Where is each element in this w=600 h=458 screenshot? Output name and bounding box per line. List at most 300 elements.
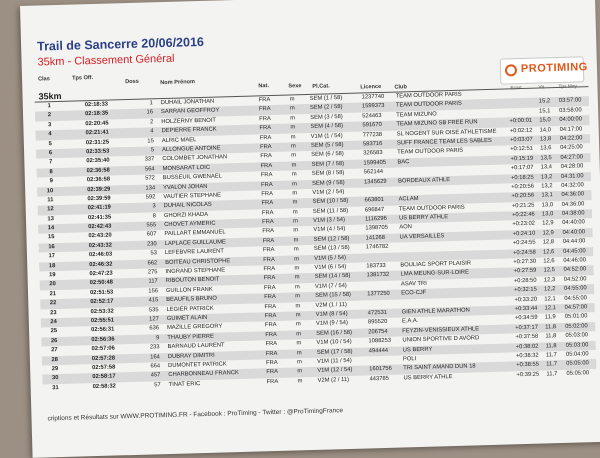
result-category: V1M (4 / 54) (313, 226, 346, 234)
result-name: INGRAND STEPHANE (165, 267, 226, 276)
result-nationality: FRA (262, 228, 275, 235)
result-sex: m (293, 218, 299, 225)
result-time: 02:42:43 (88, 223, 112, 231)
result-nationality: FRA (259, 115, 271, 123)
result-pace: 04:00:00 (559, 116, 583, 124)
result-sex: m (292, 199, 298, 206)
result-club: AON (399, 224, 412, 231)
result-sex: m (291, 171, 297, 178)
result-nationality: FRA (260, 162, 273, 170)
result-club: FEYZIN-VENISSIEUX ATHLE (402, 326, 480, 335)
result-pace: 05:05:00 (566, 360, 589, 368)
result-licence: 1377250 (367, 290, 390, 298)
result-gap: +0:22:46 (511, 211, 535, 219)
result-bib: 4 (150, 128, 154, 135)
result-club: ACLAM (398, 196, 419, 203)
result-club: SL NOGENT SUR OISE ATHLETISME (396, 128, 497, 138)
result-name: DUHAIL JONATHAN (160, 98, 215, 107)
result-club: UA VERSAILLES (399, 233, 445, 241)
result-rank: 7 (49, 159, 53, 166)
result-speed: 13,0 (541, 211, 554, 218)
result-sex: m (296, 340, 302, 347)
result-licence: 524463 (362, 112, 382, 120)
result-gap: +0:15:19 (510, 155, 534, 163)
result-pace: 04:38:00 (561, 210, 585, 218)
result-licence: 494444 (368, 347, 389, 354)
result-bib: 535 (148, 306, 159, 314)
result-name: DUHAIL NICOLAS (163, 202, 212, 210)
result-rank: 5 (48, 140, 52, 147)
result-rank: 24 (50, 319, 57, 326)
result-club: BOULIAC SPORT PLAISIR (400, 260, 472, 269)
result-bib: 5 (150, 147, 155, 154)
result-name: BUSSEUIL GWENAEL (162, 173, 222, 182)
result-name: GHORZI KHADA (163, 211, 209, 219)
result-name: PAILLART EMMANUEL (164, 229, 226, 238)
result-speed: 11,8 (545, 342, 557, 349)
result-nationality: FRA (262, 219, 274, 226)
result-speed: 13,0 (541, 201, 554, 209)
result-rank: 15 (47, 234, 55, 241)
result-bib: 415 (148, 297, 159, 304)
result-rank: 17 (48, 253, 56, 260)
result-licence: 895520 (367, 319, 388, 326)
result-gap: +0:27:59 (513, 268, 537, 275)
result-time: 02:47:23 (89, 270, 113, 278)
result-bib: 230 (146, 241, 157, 248)
result-club: ASAV TRI (400, 280, 427, 288)
results-sheet (20, 0, 600, 458)
result-speed: 14,0 (539, 126, 552, 134)
result-rank: 4 (48, 131, 52, 138)
result-licence: 562144 (363, 169, 384, 176)
result-category: V1M (10 / 54) (316, 339, 352, 347)
result-nationality: FRA (266, 369, 279, 376)
result-category: SEM (9 / 58) (311, 179, 345, 187)
result-club: E.A.A. (401, 318, 419, 325)
result-time: 02:39:59 (87, 195, 111, 203)
result-club: UNION SPORTIVE D AVORD (402, 335, 480, 344)
result-speed: 11,9 (544, 314, 556, 321)
result-bib: 156 (148, 288, 159, 295)
result-gap: +0:17:07 (510, 164, 534, 172)
result-time: 02:53:32 (90, 308, 114, 315)
result-sex: m (289, 96, 295, 103)
result-name: ALRIC MAEL (161, 136, 197, 144)
result-sex: m (296, 331, 302, 338)
result-pace: 04:36:00 (561, 201, 585, 208)
col-header-sexe: Sexe (288, 83, 302, 90)
result-sex: m (294, 274, 300, 281)
result-rank: 11 (47, 197, 54, 204)
result-pace: 03:58:00 (559, 107, 582, 114)
result-gap: +0:34:59 (514, 315, 538, 322)
result-category: V1M (8 / 54) (315, 310, 348, 318)
result-time: 02:43:20 (88, 232, 112, 240)
result-time: 02:21:41 (85, 129, 109, 137)
result-sex: m (290, 115, 296, 122)
result-club: TEAM OUTDOOR PARIS (397, 148, 464, 156)
result-gap: +0:33:20 (514, 296, 538, 303)
result-bib: 15 (147, 137, 154, 145)
result-name: LAPLACE GUILLAUME (164, 239, 226, 247)
protiming-logo-icon (505, 64, 517, 76)
result-nationality: FRA (262, 247, 275, 254)
result-pace: 05:03:00 (565, 332, 589, 340)
section-label: 35km (38, 90, 62, 102)
result-rank: 30 (51, 375, 59, 382)
result-nationality: FRA (261, 181, 273, 188)
result-licence: 1116296 (365, 215, 387, 223)
result-nationality: FRA (266, 378, 279, 385)
result-time: 02:39:29 (87, 186, 111, 193)
result-bib: 233 (149, 344, 160, 351)
result-speed: 13,5 (540, 154, 552, 162)
result-category: SEM (4 / 58) (310, 123, 344, 131)
result-club: BAC (397, 158, 410, 166)
result-time: 02:31:25 (85, 139, 110, 146)
result-name: DUBRAY DIMITRI (167, 352, 215, 360)
result-rank: 26 (50, 337, 58, 345)
result-time: 02:55:51 (90, 317, 115, 325)
result-category: V1M (1 / 54) (310, 132, 343, 140)
result-speed: 12,8 (542, 239, 555, 246)
result-rank: 1 (47, 103, 51, 110)
result-time: 02:57:58 (92, 364, 116, 372)
result-rank: 21 (49, 290, 57, 298)
result-sex: m (293, 227, 299, 234)
result-rank: 13 (47, 215, 55, 223)
result-speed: 12,2 (544, 286, 556, 293)
result-nationality: FRA (265, 350, 278, 357)
result-speed: 11,8 (545, 323, 557, 331)
result-rank: 6 (48, 150, 53, 157)
footer-text: criptions et Résultats sur WWW.PROTIMING.FR - Facebook : ProTiming - Twitter : @ProTimingFrance (47, 407, 344, 423)
result-gap: +0:27:30 (513, 258, 537, 266)
result-gap: +0:24:58 (513, 249, 536, 256)
result-pace: 04:44:00 (562, 238, 586, 246)
result-nationality: FRA (264, 303, 277, 310)
result-gap: +0:21:25 (511, 202, 535, 210)
result-gap: +0:18:25 (510, 174, 534, 181)
result-name: CHARBONNEAU FRANCK (168, 370, 239, 379)
result-gap: +0:33:44 (514, 305, 538, 313)
result-nationality: FRA (260, 153, 272, 160)
result-category: SEM (1 / 58) (309, 95, 343, 102)
result-sex: m (291, 162, 297, 169)
result-licence: 1599373 (361, 103, 385, 110)
result-gap: +0:28:50 (513, 277, 537, 285)
result-speed: 12,6 (542, 248, 555, 256)
result-rank: 29 (51, 366, 59, 373)
result-club: US BERRY (402, 346, 433, 353)
result-pace: 04:46:00 (563, 257, 586, 264)
result-nationality: FRA (264, 312, 277, 320)
result-name: BARNAUD LAURENT (167, 342, 225, 351)
result-speed: 13,1 (541, 192, 553, 199)
result-time: 02:57:06 (91, 345, 115, 353)
result-name: DUMONTET PATRICK (168, 361, 227, 369)
result-speed: 13,4 (540, 164, 553, 171)
result-gap: +0:37:58 (515, 333, 539, 341)
result-nationality: FRA (263, 266, 276, 273)
result-speed: 11,7 (546, 361, 558, 368)
result-sex: m (295, 312, 301, 319)
result-club: GIEN ATHLE MARATHON (401, 307, 470, 316)
result-sex: m (291, 180, 298, 187)
result-licence: 1398705 (365, 225, 389, 232)
result-category: SEM (10 / 58) (312, 198, 349, 206)
result-time: 02:33:53 (86, 148, 110, 156)
result-bib: 572 (145, 175, 155, 182)
result-speed: 12,1 (544, 295, 556, 303)
result-name: TINAT ERIC (168, 380, 201, 388)
result-pace: 04:28:00 (560, 163, 584, 171)
result-nationality: FRA (264, 322, 277, 329)
result-sex: m (295, 302, 301, 310)
result-sex: m (294, 255, 300, 263)
result-speed: 15,0 (539, 117, 551, 124)
result-bib: 636 (149, 325, 160, 332)
result-category: SEM (2 / 58) (309, 104, 343, 112)
result-bib: 2 (149, 119, 154, 126)
result-sex: m (294, 284, 300, 291)
result-pace: 04:17:00 (559, 125, 583, 133)
result-licence: 326583 (363, 150, 383, 157)
result-licence: 591670 (362, 122, 382, 129)
result-pace: 04:52:00 (563, 276, 587, 283)
result-gap: +0:02:12 (509, 127, 533, 134)
result-bib: 57 (154, 381, 161, 389)
result-sex: m (292, 190, 298, 197)
result-category: SEM (13 / 58) (313, 245, 350, 253)
result-rank: 22 (49, 300, 57, 307)
result-name: YVALON JOHAN (163, 183, 208, 191)
result-speed: 12,1 (544, 305, 557, 312)
result-bib: 8 (152, 212, 156, 220)
result-rank: 9 (49, 178, 53, 185)
result-club: LMA MEUNG-SUR-LOIRE (400, 269, 470, 278)
result-sex: m (289, 105, 295, 112)
result-category: V1M (2 / 54) (312, 188, 345, 196)
result-nationality: FRA (259, 125, 272, 132)
result-bib: 117 (148, 278, 158, 285)
result-sex: m (293, 237, 299, 244)
result-rank: 3 (48, 121, 52, 129)
result-nationality: FRA (260, 172, 273, 179)
result-nationality: FRA (263, 256, 275, 263)
result-sex: m (297, 368, 303, 375)
result-gap: +0:39:25 (516, 371, 540, 378)
result-category: V2M (1 / 11) (315, 301, 348, 309)
logo-text: PROTIMING (520, 61, 588, 76)
result-licence: 777238 (362, 131, 383, 139)
result-nationality: FRA (262, 237, 275, 245)
result-gap: +0:32:15 (514, 286, 537, 294)
result-nationality: FRA (265, 359, 278, 367)
result-pace: 04:52:00 (563, 266, 587, 274)
result-nationality: FRA (258, 97, 271, 104)
col-header-clas: Clas (37, 76, 50, 83)
col-header-licence: Licence (360, 83, 382, 91)
result-time: 02:36:58 (86, 176, 111, 184)
result-speed: 11,7 (545, 352, 557, 359)
result-category: SEM (11 / 58) (312, 207, 349, 215)
result-bib: 134 (145, 184, 156, 192)
result-pace: 04:57:00 (564, 304, 588, 311)
result-bib: 555 (146, 222, 157, 229)
result-pace: 04:25:00 (560, 144, 583, 152)
result-speed: 13,2 (541, 183, 553, 190)
result-category: V1M (12 / 54) (317, 367, 353, 375)
result-category: SEM (15 / 58) (315, 292, 352, 300)
result-club: SUFF FRANCE TEAM LES SABLES (396, 137, 492, 147)
result-gap: +0:03:07 (509, 136, 533, 144)
result-rank: 12 (47, 206, 54, 213)
result-rank: 20 (49, 281, 56, 288)
result-sex: m (291, 152, 297, 159)
result-gap: +0:20:56 (511, 193, 535, 200)
result-name: MAZILLE GREGORY (166, 323, 223, 332)
result-bib: 275 (147, 269, 158, 276)
result-licence: 1746782 (365, 244, 389, 251)
col-header-tps: Tps Off. (71, 74, 94, 82)
result-sex: m (293, 246, 299, 253)
result-name: RIBOUTON BENOIT (165, 276, 220, 285)
result-licence: 206754 (368, 328, 388, 336)
result-time: 02:36:58 (86, 167, 110, 174)
result-club: TEAM OUTDOOR PARIS (398, 204, 465, 213)
result-gap: +0:12:51 (510, 146, 534, 153)
result-rank: 31 (52, 384, 59, 391)
result-licence: 141268 (365, 234, 386, 242)
result-sex: m (296, 349, 302, 356)
result-sex: m (292, 209, 298, 216)
result-category: SEM (8 / 58) (311, 170, 345, 178)
result-nationality: FRA (263, 275, 276, 282)
result-nationality: FRA (264, 294, 276, 301)
result-gap: +0:20:56 (511, 183, 535, 191)
result-bib: 607 (146, 231, 157, 239)
result-bib: 337 (144, 156, 155, 163)
result-category: V1M (3 / 54) (313, 217, 346, 224)
result-name: SARRAN GEOFFROY (160, 107, 220, 116)
protiming-logo (500, 56, 588, 84)
result-nationality: FRA (259, 134, 272, 141)
result-licence: 1599405 (363, 159, 387, 167)
result-category: V1M (9 / 54) (315, 320, 348, 328)
result-nationality: FRA (265, 331, 277, 339)
result-gap: +0:38:32 (515, 352, 539, 360)
result-time: 02:46:03 (88, 251, 113, 259)
result-name: LEGIER PATRICK (166, 305, 214, 313)
result-name: THAUBY PIERRE (167, 333, 214, 341)
result-category: SEM (12 / 58) (313, 235, 350, 243)
result-speed: 12,6 (543, 258, 555, 265)
result-time: 02:56:36 (91, 336, 115, 343)
result-time: 02:58:17 (92, 373, 116, 381)
result-name: COLOMBET JONATHAN (162, 154, 228, 163)
result-nationality: FRA (261, 190, 274, 198)
result-rank: 27 (51, 347, 58, 354)
result-sex: m (295, 293, 301, 300)
result-pace: 04:55:00 (564, 294, 588, 302)
result-gap: +0:00:01 (509, 117, 533, 125)
result-name: ALLONGUE ANTOINE (161, 145, 221, 154)
result-licence: 1088253 (368, 337, 392, 345)
result-category: SEM (3 / 58) (310, 113, 343, 121)
result-category: V1M (6 / 54) (314, 264, 347, 271)
result-bib: 3 (152, 203, 156, 210)
result-rank: 18 (48, 262, 56, 269)
result-time: 02:52:17 (90, 298, 114, 306)
result-name: LEFEBVRE LAURENT (164, 248, 224, 257)
result-speed: 15,1 (539, 108, 551, 115)
result-licence: 1237740 (361, 93, 385, 101)
result-speed: 12,9 (542, 220, 554, 227)
result-nationality: FRA (265, 341, 278, 348)
result-name: BEAUFILS BRUNO (166, 295, 217, 304)
result-category: SEM (7 / 58) (311, 160, 345, 168)
result-licence: 183733 (366, 262, 386, 270)
result-category: SEM (14 / 58) (314, 273, 351, 281)
result-sex: m (294, 265, 300, 272)
result-rank: 16 (48, 243, 55, 251)
result-category: V1M (7 / 54) (314, 282, 347, 290)
result-pace: 04:40:00 (562, 219, 585, 227)
result-pace: 04:36:00 (561, 191, 585, 199)
results-table (35, 87, 597, 393)
result-club: BORDEAUX ATHLE (397, 176, 451, 185)
result-time: 02:51:53 (89, 289, 114, 296)
result-licence: 663801 (364, 197, 384, 204)
result-rank: 14 (47, 225, 55, 232)
result-gap: +0:38:02 (515, 343, 539, 350)
result-speed: 11,7 (546, 370, 558, 378)
result-nationality: FRA (258, 106, 271, 113)
result-time: 02:58:32 (92, 383, 116, 390)
result-speed: 12,3 (543, 276, 556, 284)
result-licence: 1601756 (369, 366, 392, 373)
result-bib: 127 (149, 316, 159, 323)
result-rank: 19 (48, 272, 56, 279)
result-pace: 05:02:00 (565, 323, 588, 330)
result-club: TEAM MIZUNO (396, 111, 437, 119)
col-header-nom: Nom Prénom (160, 79, 196, 87)
result-pace: 04:31:00 (560, 172, 584, 180)
result-bib: 664 (150, 363, 161, 370)
result-time: 02:18:35 (84, 110, 109, 118)
result-time: 02:57:28 (91, 355, 116, 362)
result-rank: 10 (46, 187, 54, 194)
result-speed: 13,6 (540, 145, 552, 152)
result-pace: 04:55:00 (564, 285, 587, 293)
result-name: GUILLON FRANK (165, 286, 213, 294)
result-category: SEM (16 / 58) (316, 329, 353, 337)
result-name: CHOVET AYMERIC (164, 220, 216, 229)
result-name: MONSARAT LOIC (162, 164, 211, 172)
result-category: SEM (17 / 58) (316, 348, 353, 356)
result-time: 02:41:19 (87, 204, 111, 212)
result-bib: 564 (144, 166, 155, 173)
result-pace: 04:40:00 (562, 229, 586, 236)
result-pace: 04:32:00 (561, 182, 584, 189)
result-pace: 04:22:00 (559, 135, 583, 142)
result-category: V1M (5 / 54) (314, 254, 347, 262)
result-time: 02:20:45 (85, 120, 109, 128)
result-pace: 05:04:00 (565, 351, 589, 358)
result-time: 02:46:32 (89, 261, 113, 268)
